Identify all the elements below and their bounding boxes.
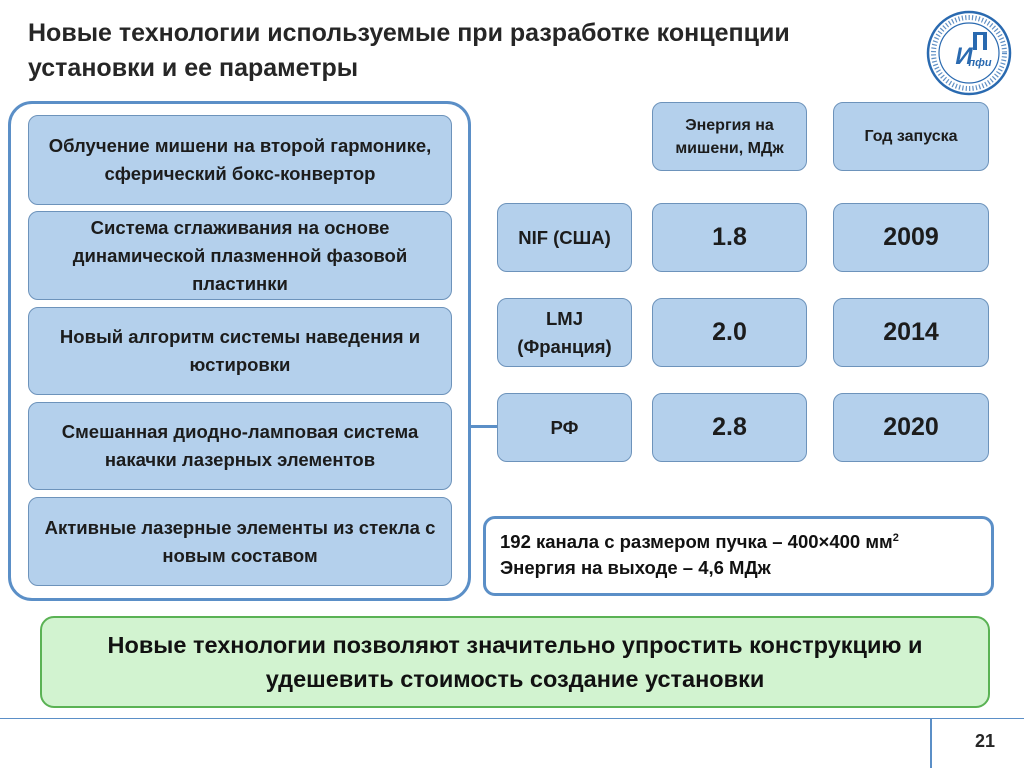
channels-unit-exponent: 2 — [892, 531, 899, 544]
year-value: 2009 — [833, 203, 989, 272]
output-energy-line: Энергия на выходе – 4,6 МДж — [500, 557, 771, 578]
facility-label: LMJ (Франция) — [497, 298, 632, 367]
energy-value: 2.8 — [652, 393, 807, 462]
technology-item: Новый алгоритм системы наведения и юстировки — [28, 307, 452, 395]
svg-text:пфи: пфи — [968, 57, 992, 69]
svg-text:И: И — [955, 43, 973, 70]
facility-label: NIF (США) — [497, 203, 632, 272]
connector-line — [471, 425, 497, 428]
year-value: 2020 — [833, 393, 989, 462]
technology-item: Активные лазерные элементы из стекла с новым составом — [28, 497, 452, 586]
technology-item: Система сглаживания на основе динамической плазменной фазовой пластинки — [28, 211, 452, 300]
page-number: 21 — [974, 731, 996, 751]
footer-vertical-divider — [930, 718, 932, 768]
conclusion-box: Новые технологии позволяют значительно упростить конструкцию и удешевить стоимость создание установки — [40, 616, 990, 708]
year-value: 2014 — [833, 298, 989, 367]
technology-item: Облучение мишени на второй гармонике, сферический бокс-конвертор — [28, 115, 452, 205]
technology-item: Смешанная диодно-ламповая система накачки лазерных элементов — [28, 402, 452, 490]
slide-title: Новые технологии используемые при разработке концепции установки и ее параметры — [28, 19, 790, 82]
facility-label: РФ — [497, 393, 632, 462]
parameters-info-box — [483, 516, 994, 596]
header-energy: Энергия на мишени, МДж — [652, 102, 807, 171]
footer-divider-line — [0, 718, 1024, 719]
institute-logo-icon — [926, 10, 1012, 96]
energy-value: 2.0 — [652, 298, 807, 367]
header-year: Год запуска — [833, 102, 989, 171]
channels-text: 192 канала с размером пучка – 400×400 мм — [500, 531, 893, 552]
energy-value: 1.8 — [652, 203, 807, 272]
channels-line — [500, 529, 977, 555]
